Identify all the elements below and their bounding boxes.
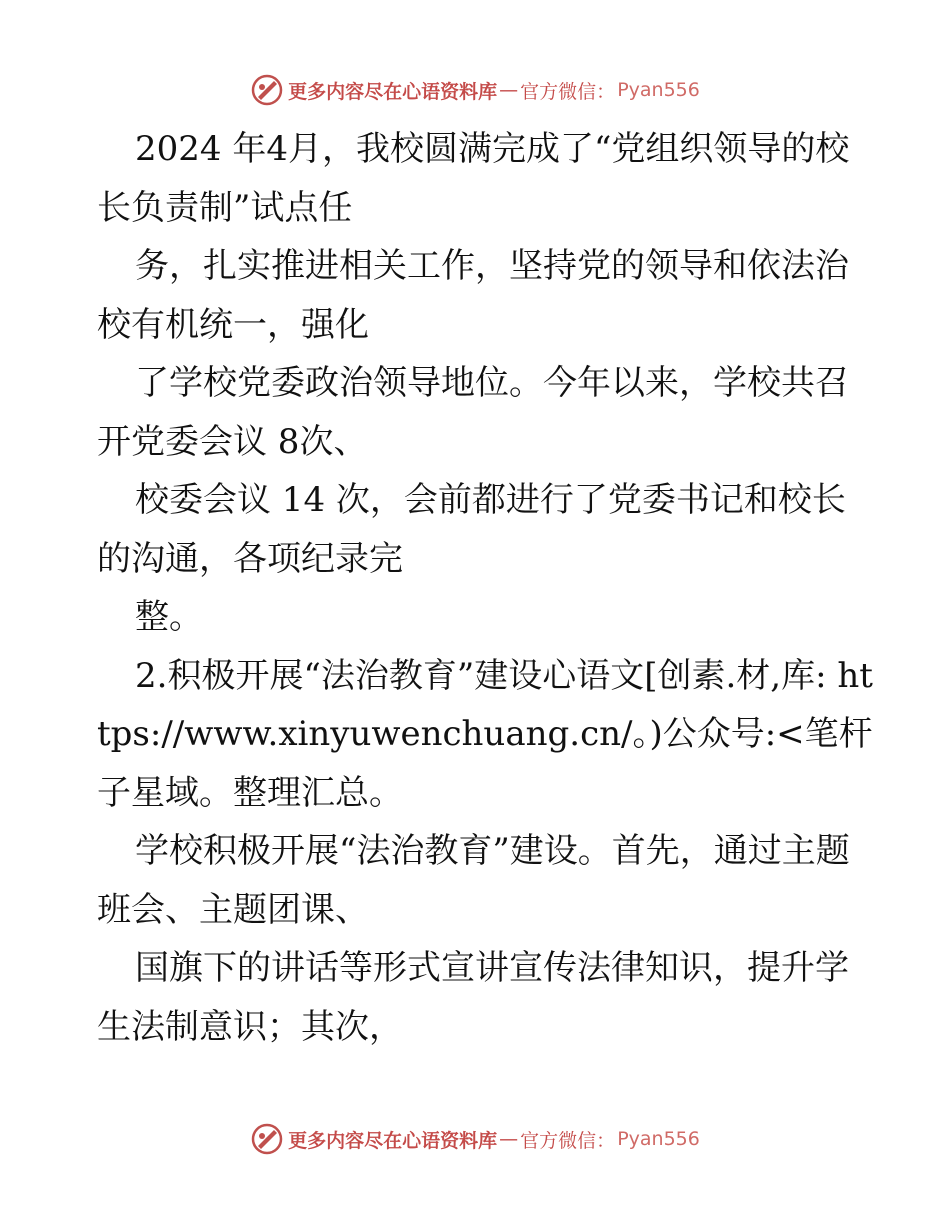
watermark-dash: — — [499, 1128, 519, 1150]
watermark-wechat-id: Pyan556 — [617, 79, 700, 101]
watermark-wechat-id: Pyan556 — [617, 1128, 700, 1150]
watermark-main-text: 更多内容尽在心语资料库 — [288, 80, 498, 103]
paragraph: 2024 年4月，我校圆满完成了“党组织领导的校长负责制”试点任 — [97, 129, 850, 228]
paragraph: 整。 — [135, 597, 203, 637]
paragraph: 2.积极开展“法治教育”建设心语文[创素.材,库: https://www.xinyuwenchuang.cn/。)公众号:<笔杆子星域。整理汇总。 — [97, 655, 873, 813]
paragraph: 学校积极开展“法治教育”建设。首先，通过主题班会、主题团课、 — [97, 831, 850, 930]
watermark-main-text: 更多内容尽在心语资料库 — [288, 1129, 498, 1152]
watermark-official-label: 官方微信： — [520, 80, 616, 103]
logo-icon — [250, 73, 284, 107]
paragraph: 国旗下的讲话等形式宣讲宣传法律知识，提升学生法制意识；其次， — [97, 948, 849, 1047]
watermark-official-label: 官方微信： — [520, 1129, 616, 1152]
logo-icon — [250, 1122, 284, 1156]
watermark-footer — [0, 1119, 950, 1159]
paragraph: 务，扎实推进相关工作，坚持党的领导和依法治校有机统一，强化 — [97, 246, 849, 345]
document-body — [97, 120, 877, 1056]
watermark-dash: — — [499, 79, 519, 101]
watermark-header — [0, 70, 950, 110]
paragraph: 了学校党委政治领导地位。今年以来，学校共召开党委会议 8次、 — [97, 363, 849, 462]
paragraph: 校委会议 14 次，会前都进行了党委书记和校长的沟通，各项纪录完 — [97, 480, 846, 579]
